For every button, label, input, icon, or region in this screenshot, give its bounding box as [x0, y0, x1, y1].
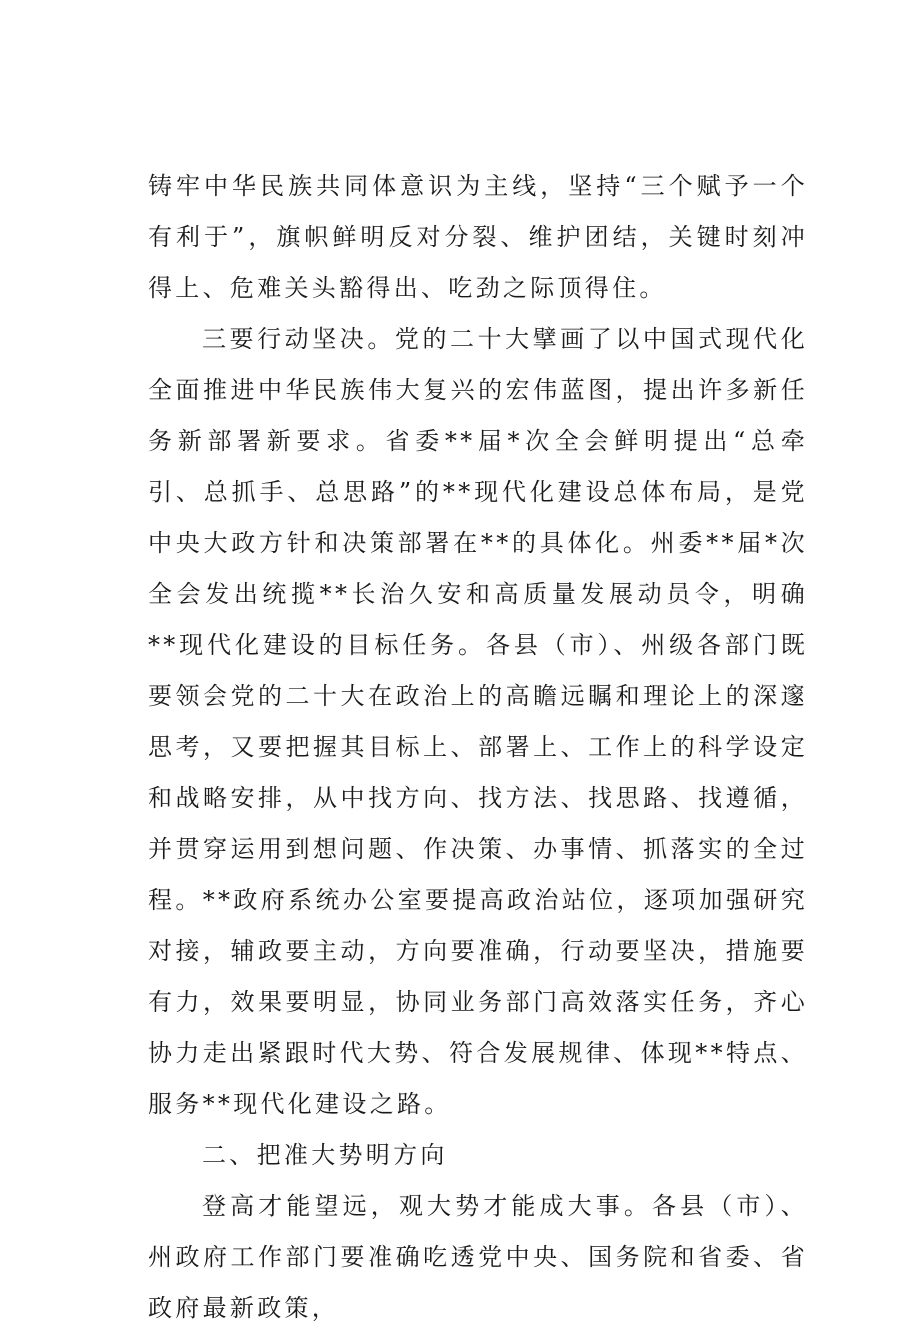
document-body — [148, 161, 808, 1334]
section-heading: 二、把准大势明方向 — [202, 1141, 448, 1169]
paragraph-action-resolute: 三要行动坚决。党的二十大擘画了以中国式现代化全面推进中华民族伟大复兴的宏伟蓝图，提出许多新任务新部署新要求。省委**届*次全会鲜明提出“总牵引、总抓手、总思路”的**现代化建设总体布局，是党中央大政方针和决策部署在**的具体化。州委**届*次全会发出统揽**长治久安和高质量发展动员令，明确**现代化建设的目标任务。各县（市）、州级各部门既要领会党的二十大在政治上的高瞻远瞩和理论上的深邃思考，又要把握其目标上、部署上、工作上的科学设定和战略安排，从中找方向、找方法、找思路、找遵循，并贯穿运用到想问题、作决策、办事情、抓落实的全过程。**政府系统办公室要提高政治站位，逐项加强研究对接，辅政要主动，方向要准确，行动要坚决，措施要有力，效果要明显，协同业务部门高效落实任务，齐心协力走出紧跟时代大势、符合发展规律、体现**特点、服务**现代化建设之路。 — [148, 325, 808, 1118]
paragraph-grasp-trend: 登高才能望远，观大势才能成大事。各县（市）、州政府工作部门要准确吃透党中央、国务院和省委、省政府最新政策， — [148, 1192, 808, 1322]
paragraph-continuation: 铸牢中华民族共同体意识为主线，坚持“三个赋予一个有利于”，旗帜鲜明反对分裂、维护团结，关键时刻冲得上、危难关头豁得出、吃劲之际顶得住。 — [148, 172, 808, 302]
